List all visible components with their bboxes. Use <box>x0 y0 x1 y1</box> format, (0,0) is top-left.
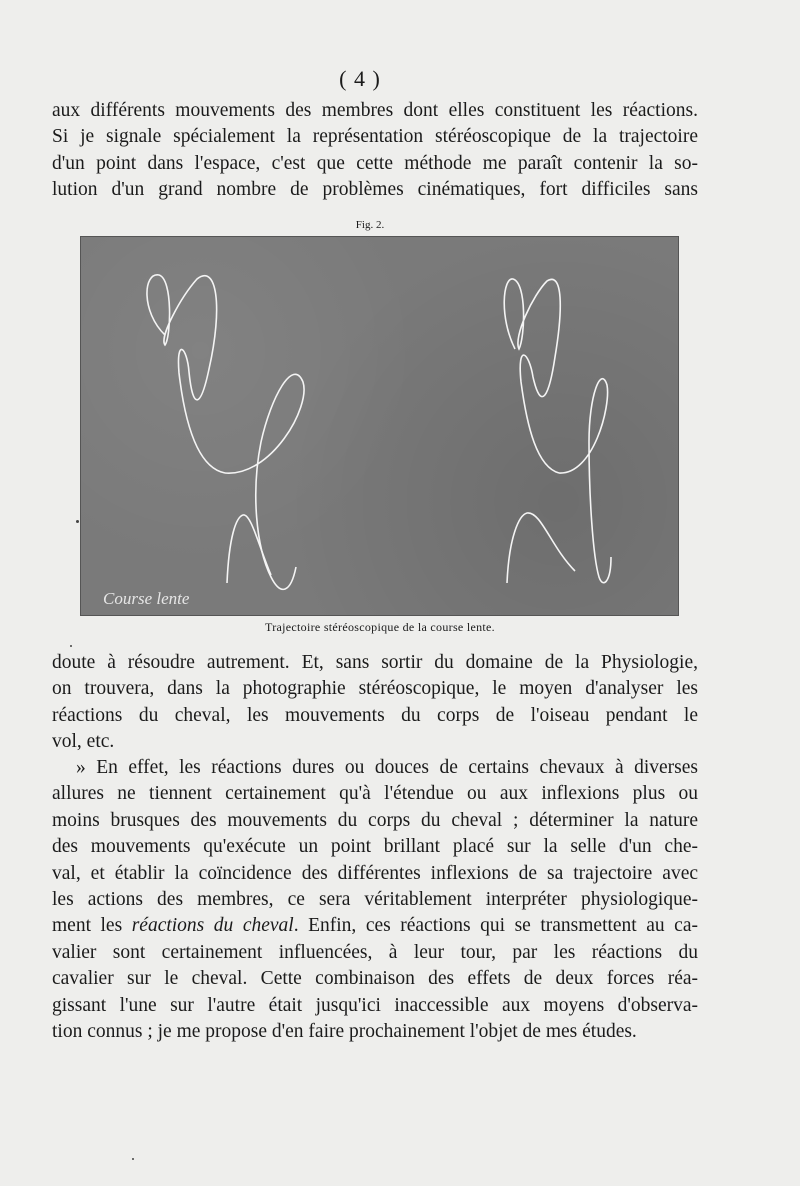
text-line: doute à résoudre autrement. Et, sans sortir du domaine de la Physiologie, <box>52 652 698 673</box>
paragraph-continuation <box>52 650 698 756</box>
paragraph-intro <box>52 98 698 204</box>
figure-label: Fig. 2. <box>355 219 385 231</box>
text-line: moins brusques des mouvements du corps du cheval ; déterminer la nature <box>52 809 698 831</box>
italic-phrase: réactions du cheval <box>131 915 294 937</box>
figure-inset-label: Course lente <box>103 589 190 608</box>
left-trajectory-upper-loop <box>147 275 225 473</box>
left-trajectory <box>147 275 304 590</box>
text-line: lution d'un grand nombre de problèmes cinématiques, fort difficiles sans <box>52 179 698 201</box>
right-trajectory-lower <box>507 513 575 583</box>
figure-caption: Trajectoire stéréoscopique de la course lente. <box>265 620 495 634</box>
text-line: réactions du cheval, les mouvements du corps de l'oiseau pendant le <box>52 704 698 726</box>
stereoscopic-figure <box>80 236 679 616</box>
trajectory-plot <box>81 237 678 615</box>
print-speck <box>70 645 72 647</box>
paragraph-reactions <box>52 755 698 1045</box>
text-line: des mouvements qu'exécute un point brillant placé sur la selle d'un che- <box>52 836 698 858</box>
text-line: on trouvera, dans la photographie stéréoscopique, le moyen d'analyser les <box>52 678 698 700</box>
text-line: cavalier sur le cheval. Cette combinaison des effets de deux forces réa- <box>52 968 698 990</box>
text-line: aux différents mouvements des membres dont elles constituent les réactions. <box>52 100 698 121</box>
print-speck <box>132 1158 134 1160</box>
text-line: vol, etc. <box>52 731 115 753</box>
text-segment: . Enfin, ces réactions qui se transmettent au ca- <box>293 915 698 937</box>
text-line: valier sont certainement influencées, à leur tour, par les réactions du <box>52 941 698 963</box>
text-line-mixed <box>52 913 698 939</box>
right-trajectory-upper-loop <box>504 279 560 473</box>
text-line: Si je signale spécialement la représentation stéréoscopique de la trajectoire <box>52 126 698 148</box>
text-line: val, et établir la coïncidence des différentes inflexions de sa trajectoire avec <box>52 862 698 884</box>
page-number: ( 4 ) <box>339 66 381 91</box>
text-line: d'un point dans l'espace, c'est que cette méthode me paraît contenir la so- <box>52 152 698 174</box>
right-trajectory <box>504 279 611 583</box>
text-segment: ment les <box>52 915 132 937</box>
left-trajectory-lower <box>227 515 271 583</box>
print-speck <box>76 520 79 523</box>
text-line: allures ne tiennent certainement qu'à l'étendue ou aux inflexions plus ou <box>52 783 698 805</box>
text-line: les actions des membres, ce sera véritablement interpréter physiologique- <box>52 888 698 910</box>
text-line: » En effet, les réactions dures ou douces de certains chevaux à diverses <box>76 757 698 778</box>
right-trajectory-middle <box>559 379 611 583</box>
text-line: tion connus ; je me propose d'en faire prochainement l'objet de mes études. <box>52 1020 637 1042</box>
text-line: gissant l'une sur l'autre était jusqu'ici inaccessible aux moyens d'observa- <box>52 994 698 1016</box>
